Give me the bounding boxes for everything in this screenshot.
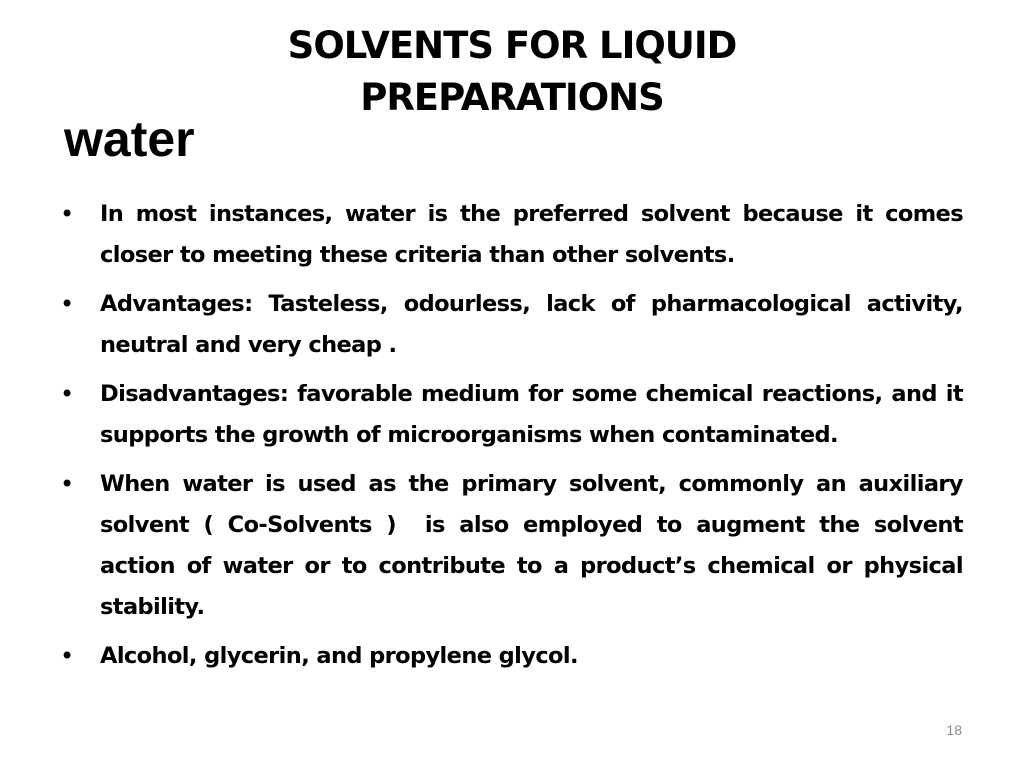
bullet-item <box>60 194 963 276</box>
bullet-icon: • <box>60 642 75 670</box>
bullet-list <box>60 194 963 685</box>
slide-title <box>212 20 812 124</box>
slide-title-line-1: SOLVENTS FOR LIQUID <box>287 24 737 67</box>
bullet-icon: • <box>60 380 75 408</box>
page-number: 18 <box>946 722 962 738</box>
slide-title-line-2: PREPARATIONS <box>360 76 664 119</box>
bullet-icon: • <box>60 470 75 498</box>
bullet-item <box>60 284 963 366</box>
bullet-text: Alcohol, glycerin, and propylene glycol. <box>100 643 578 669</box>
bullet-item <box>60 374 963 456</box>
bullet-text: Advantages: Tasteless, odourless, lack of pharmacological activity, neutral and very cheap . <box>100 291 963 358</box>
bullet-item <box>60 464 963 628</box>
section-heading: water <box>64 111 195 167</box>
bullet-icon: • <box>60 200 75 228</box>
bullet-text: Disadvantages: favorable medium for some chemical reactions, and it supports the growth of microorganisms when contaminated. <box>100 381 963 448</box>
bullet-text: In most instances, water is the preferred solvent because it comes closer to meeting these criteria than other solvents. <box>100 201 963 268</box>
bullet-icon: • <box>60 290 75 318</box>
bullet-item <box>60 636 963 677</box>
bullet-text: When water is used as the primary solvent, commonly an auxiliary solvent ( Co-Solvents ) is also employed to augment the solvent action of water or to contribute to a product’s chemical or physical stability. <box>100 471 963 620</box>
